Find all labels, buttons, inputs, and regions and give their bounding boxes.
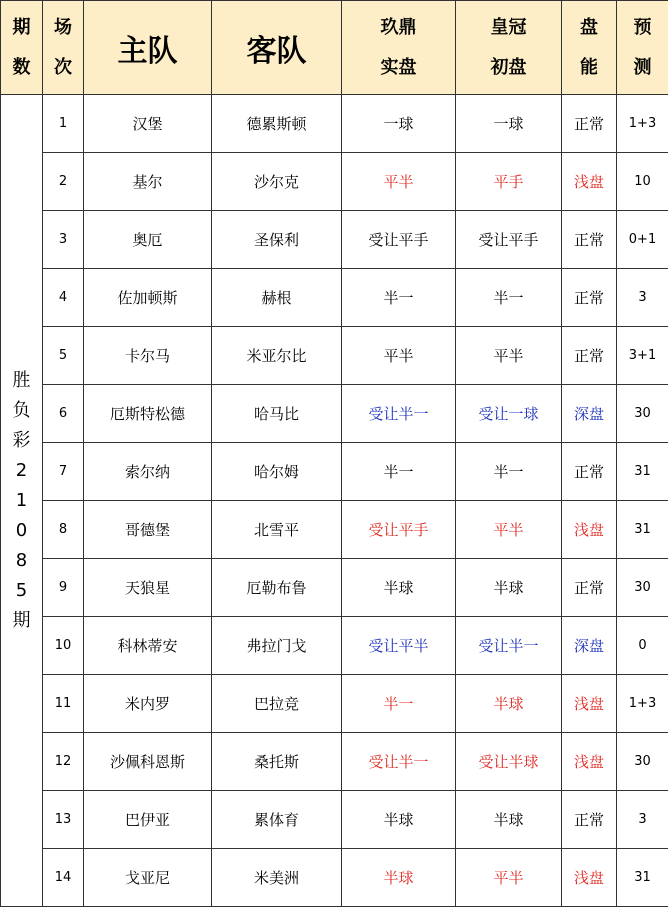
- cell-crown-line: 平手: [456, 153, 562, 211]
- table-row: [1, 559, 668, 617]
- table-row: [1, 501, 668, 559]
- period-char: 胜: [12, 369, 31, 391]
- period-char: 2: [15, 459, 28, 481]
- cell-away-team: 米美洲: [212, 849, 342, 907]
- table-row: [1, 617, 668, 675]
- cell-home-team: 巴伊亚: [84, 791, 212, 849]
- cell-prediction: 3: [617, 791, 668, 849]
- header-match: 场 次: [43, 1, 84, 95]
- table-row: [1, 791, 668, 849]
- header-away: 客队: [212, 1, 342, 95]
- cell-crown-line: 半一: [456, 269, 562, 327]
- table-row: [1, 733, 668, 791]
- cell-crown-line: 受让半一: [456, 617, 562, 675]
- cell-jiuding-line: 受让半一: [342, 385, 456, 443]
- cell-prediction: 31: [617, 443, 668, 501]
- cell-crown-line: 平半: [456, 849, 562, 907]
- cell-pan-type: 正常: [562, 443, 617, 501]
- cell-away-team: 圣保利: [212, 211, 342, 269]
- period-cell: [1, 95, 43, 907]
- cell-pan-type: 正常: [562, 269, 617, 327]
- period-char: 5: [15, 579, 28, 601]
- cell-home-team: 基尔: [84, 153, 212, 211]
- cell-away-team: 哈马比: [212, 385, 342, 443]
- cell-pan-type: 正常: [562, 95, 617, 153]
- cell-match-no: 4: [43, 269, 84, 327]
- cell-pan-type: 浅盘: [562, 501, 617, 559]
- cell-pan-type: 深盘: [562, 617, 617, 675]
- cell-jiuding-line: 受让平手: [342, 501, 456, 559]
- cell-pan-type: 浅盘: [562, 849, 617, 907]
- cell-prediction: 1+3: [617, 675, 668, 733]
- header-period: 期 数: [1, 1, 43, 95]
- header-home: 主队: [84, 1, 212, 95]
- cell-home-team: 戈亚尼: [84, 849, 212, 907]
- cell-jiuding-line: 平半: [342, 327, 456, 385]
- cell-pan-type: 正常: [562, 791, 617, 849]
- cell-away-team: 德累斯顿: [212, 95, 342, 153]
- table-row: [1, 269, 668, 327]
- cell-prediction: 30: [617, 385, 668, 443]
- header-pan: 盘 能: [562, 1, 617, 95]
- period-char: 0: [15, 519, 28, 541]
- header-predict: 预 测: [617, 1, 668, 95]
- cell-pan-type: 正常: [562, 211, 617, 269]
- cell-jiuding-line: 受让平手: [342, 211, 456, 269]
- cell-match-no: 8: [43, 501, 84, 559]
- cell-match-no: 6: [43, 385, 84, 443]
- header-row: [1, 1, 668, 95]
- cell-prediction: 3: [617, 269, 668, 327]
- cell-away-team: 哈尔姆: [212, 443, 342, 501]
- cell-match-no: 7: [43, 443, 84, 501]
- cell-home-team: 米内罗: [84, 675, 212, 733]
- cell-crown-line: 平半: [456, 501, 562, 559]
- cell-away-team: 沙尔克: [212, 153, 342, 211]
- cell-crown-line: 半球: [456, 559, 562, 617]
- cell-away-team: 累体育: [212, 791, 342, 849]
- cell-match-no: 5: [43, 327, 84, 385]
- cell-home-team: 科林蒂安: [84, 617, 212, 675]
- cell-prediction: 10: [617, 153, 668, 211]
- period-char: 期: [12, 609, 31, 631]
- cell-pan-type: 正常: [562, 327, 617, 385]
- period-char: 负: [12, 399, 31, 421]
- cell-crown-line: 半球: [456, 791, 562, 849]
- table-row: [1, 675, 668, 733]
- cell-home-team: 哥德堡: [84, 501, 212, 559]
- cell-away-team: 桑托斯: [212, 733, 342, 791]
- cell-prediction: 3+1: [617, 327, 668, 385]
- cell-crown-line: 受让半球: [456, 733, 562, 791]
- cell-prediction: 31: [617, 849, 668, 907]
- cell-pan-type: 浅盘: [562, 675, 617, 733]
- cell-jiuding-line: 半球: [342, 559, 456, 617]
- table-row: [1, 153, 668, 211]
- cell-pan-type: 深盘: [562, 385, 617, 443]
- cell-prediction: 0: [617, 617, 668, 675]
- table-body: [1, 95, 668, 907]
- table-row: [1, 95, 668, 153]
- cell-match-no: 13: [43, 791, 84, 849]
- table-row: [1, 443, 668, 501]
- cell-match-no: 12: [43, 733, 84, 791]
- cell-match-no: 11: [43, 675, 84, 733]
- cell-crown-line: 半球: [456, 675, 562, 733]
- cell-jiuding-line: 半一: [342, 443, 456, 501]
- cell-away-team: 赫根: [212, 269, 342, 327]
- cell-home-team: 佐加顿斯: [84, 269, 212, 327]
- cell-home-team: 奥厄: [84, 211, 212, 269]
- table-row: [1, 849, 668, 907]
- cell-jiuding-line: 半一: [342, 269, 456, 327]
- cell-jiuding-line: 一球: [342, 95, 456, 153]
- cell-jiuding-line: 半球: [342, 791, 456, 849]
- cell-jiuding-line: 受让平半: [342, 617, 456, 675]
- cell-crown-line: 一球: [456, 95, 562, 153]
- cell-match-no: 2: [43, 153, 84, 211]
- cell-match-no: 1: [43, 95, 84, 153]
- period-char: 1: [15, 489, 28, 511]
- cell-match-no: 14: [43, 849, 84, 907]
- cell-away-team: 厄勒布鲁: [212, 559, 342, 617]
- cell-prediction: 31: [617, 501, 668, 559]
- cell-prediction: 1+3: [617, 95, 668, 153]
- header-crown: 皇冠 初盘: [456, 1, 562, 95]
- cell-home-team: 沙佩科恩斯: [84, 733, 212, 791]
- cell-match-no: 3: [43, 211, 84, 269]
- cell-home-team: 卡尔马: [84, 327, 212, 385]
- cell-crown-line: 受让一球: [456, 385, 562, 443]
- cell-match-no: 10: [43, 617, 84, 675]
- cell-crown-line: 受让平手: [456, 211, 562, 269]
- header-jiuding: 玖鼎 实盘: [342, 1, 456, 95]
- cell-away-team: 弗拉门戈: [212, 617, 342, 675]
- cell-pan-type: 浅盘: [562, 733, 617, 791]
- cell-away-team: 北雪平: [212, 501, 342, 559]
- cell-home-team: 厄斯特松德: [84, 385, 212, 443]
- cell-home-team: 索尔纳: [84, 443, 212, 501]
- cell-pan-type: 浅盘: [562, 153, 617, 211]
- period-char: 8: [15, 549, 28, 571]
- cell-prediction: 30: [617, 733, 668, 791]
- cell-away-team: 巴拉竞: [212, 675, 342, 733]
- cell-jiuding-line: 平半: [342, 153, 456, 211]
- table-row: [1, 385, 668, 443]
- cell-jiuding-line: 半一: [342, 675, 456, 733]
- cell-crown-line: 平半: [456, 327, 562, 385]
- cell-prediction: 30: [617, 559, 668, 617]
- cell-match-no: 9: [43, 559, 84, 617]
- cell-home-team: 天狼星: [84, 559, 212, 617]
- cell-away-team: 米亚尔比: [212, 327, 342, 385]
- cell-prediction: 0+1: [617, 211, 668, 269]
- cell-jiuding-line: 半球: [342, 849, 456, 907]
- table-row: [1, 211, 668, 269]
- cell-pan-type: 正常: [562, 559, 617, 617]
- cell-jiuding-line: 受让半一: [342, 733, 456, 791]
- cell-crown-line: 半一: [456, 443, 562, 501]
- cell-home-team: 汉堡: [84, 95, 212, 153]
- period-char: 彩: [12, 429, 31, 451]
- table-row: [1, 327, 668, 385]
